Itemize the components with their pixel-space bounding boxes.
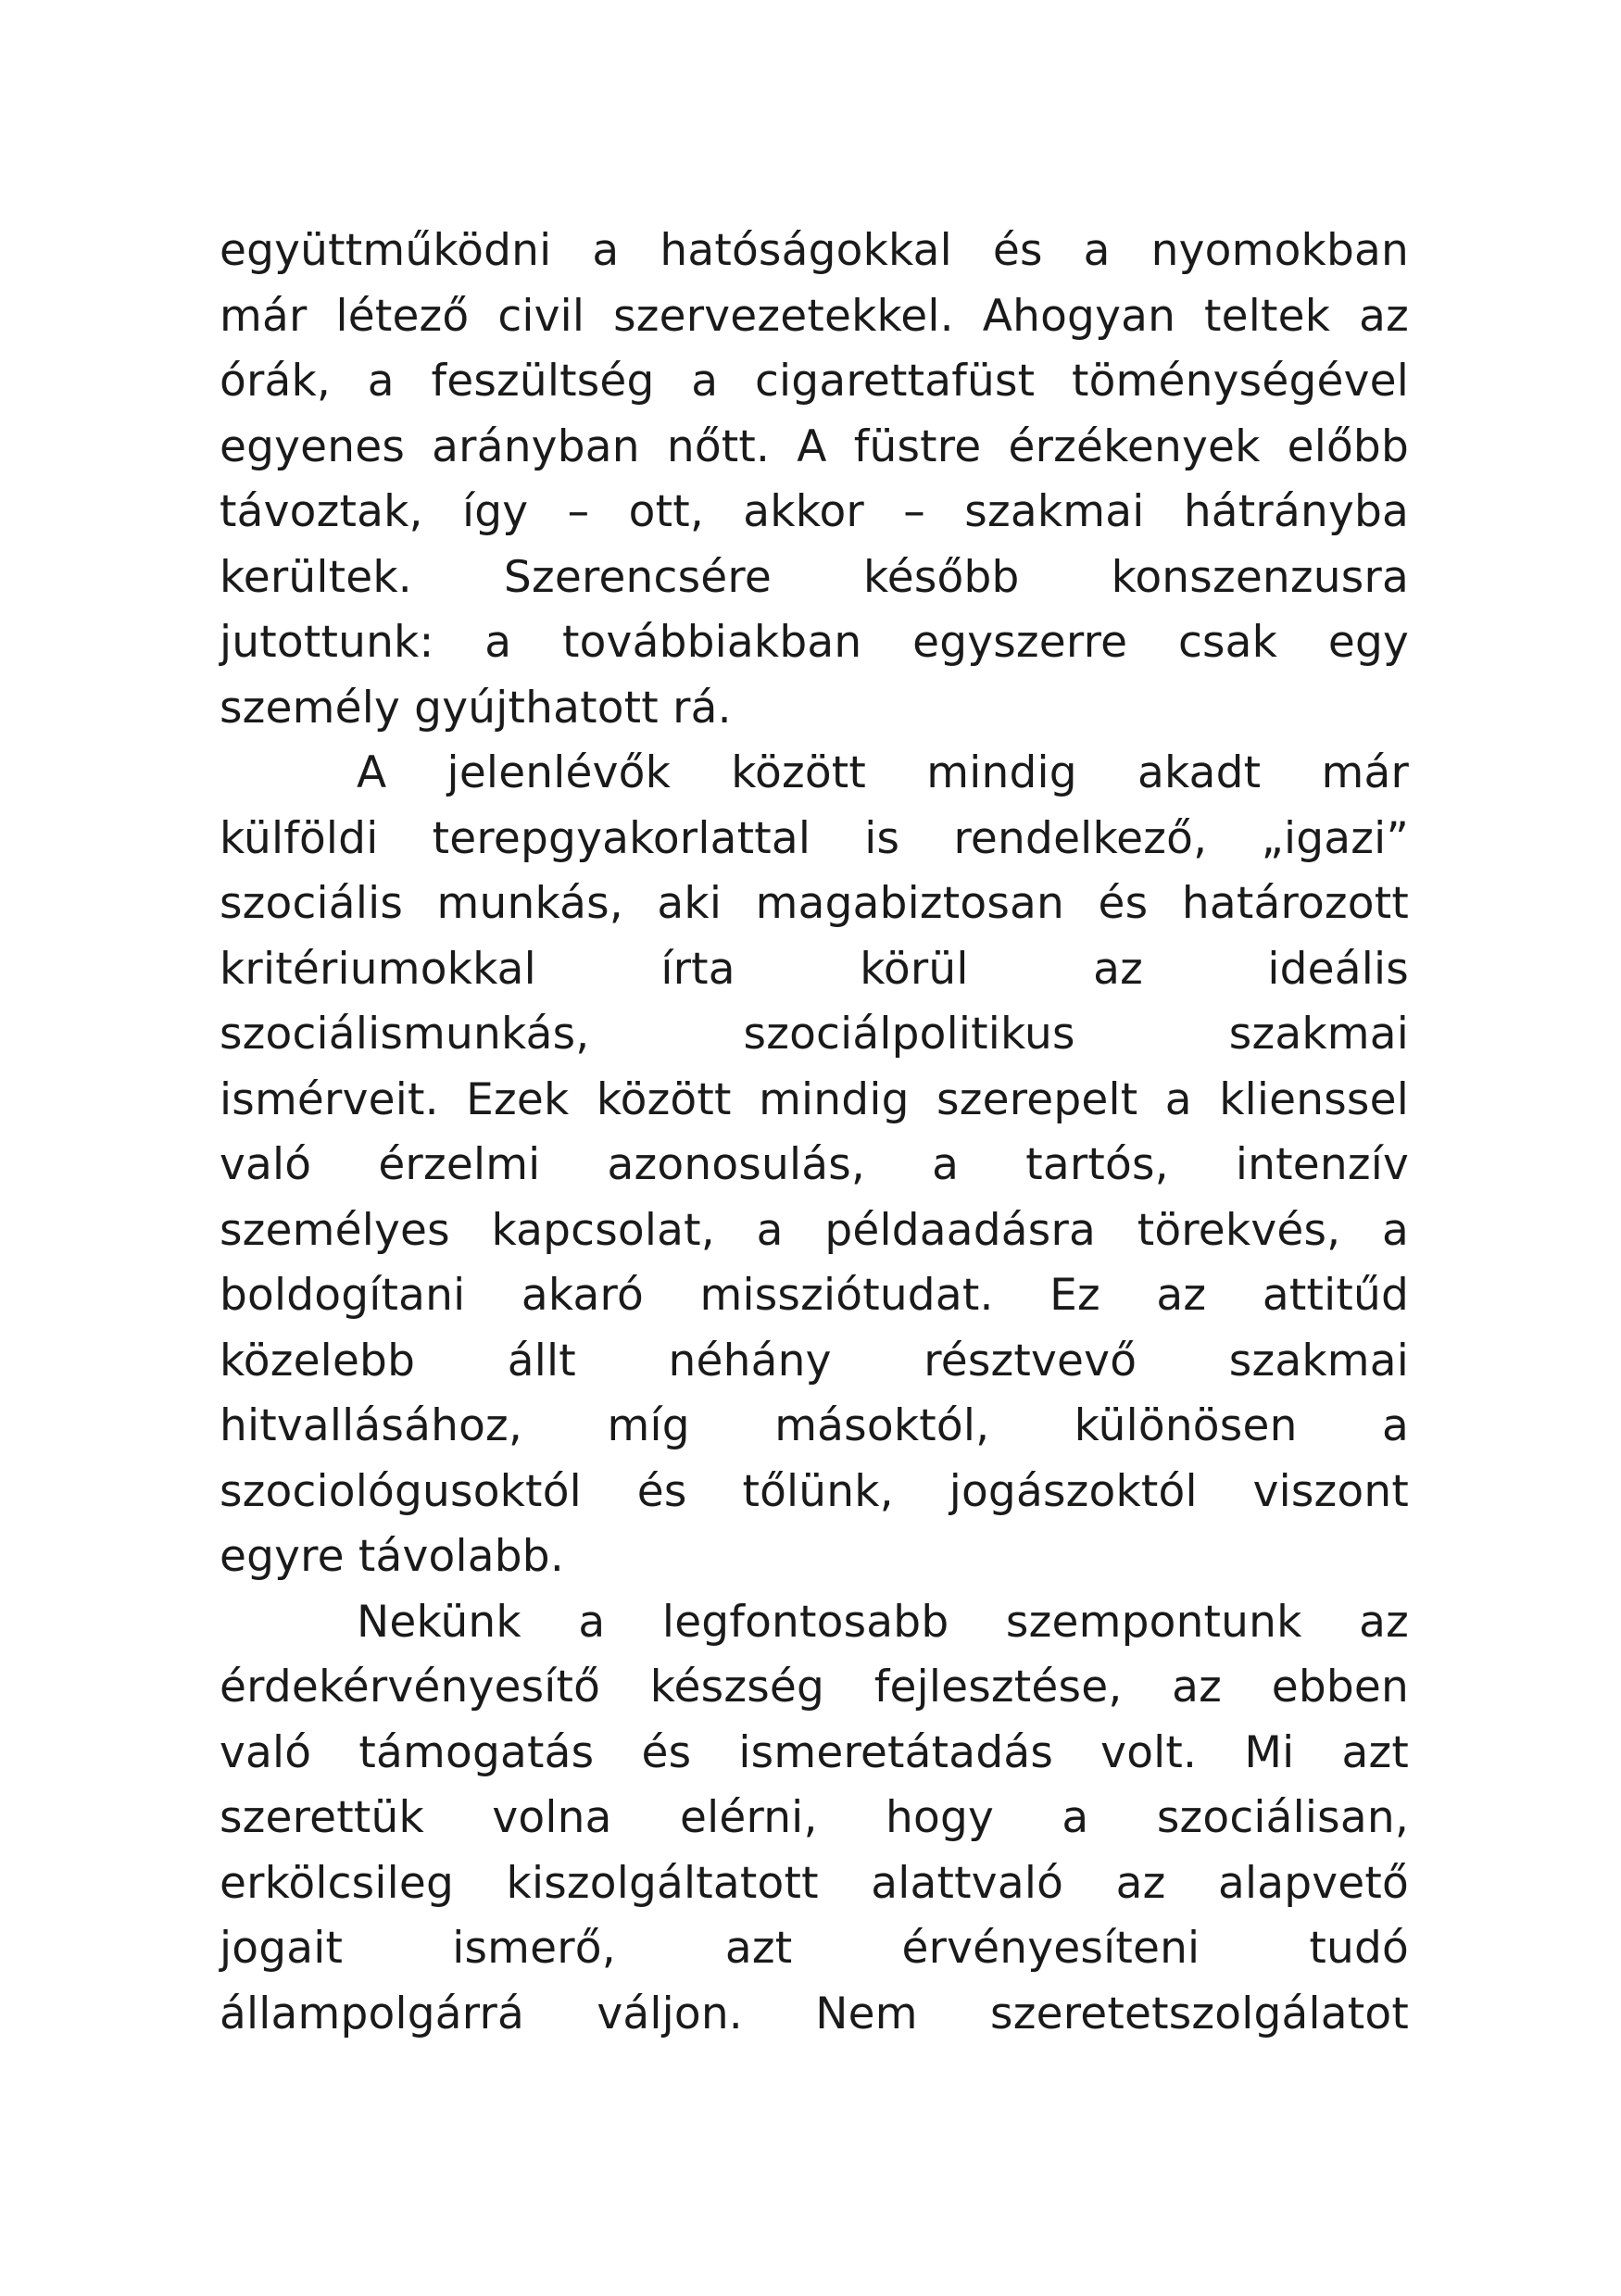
text-line: hitvallásához, míg másoktól, különösen a: [220, 1400, 1409, 1451]
text-line: kerültek. Szerencsére később konszenzusra: [220, 551, 1409, 603]
text-line: egyenes arányban nőtt. A füstre érzékenyek előbb: [220, 420, 1409, 472]
text-line: külföldi terepgyakorlattal is rendelkező, „igazi”: [220, 812, 1409, 864]
text-line: szociálismunkás, szociálpolitikus szakmai: [220, 1009, 1409, 1060]
body-text: [220, 219, 1409, 2047]
text-line: való érzelmi azonosulás, a tartós, intenzív: [220, 1139, 1409, 1190]
text-line: már létező civil szervezetekkel. Ahogyan teltek az: [220, 290, 1409, 342]
text-line: jutottunk: a továbbiakban egyszerre csak egy: [220, 617, 1409, 668]
text-line: együttműködni a hatóságokkal és a nyomokban: [220, 225, 1409, 276]
text-line: erkölcsileg kiszolgáltatott alattvaló az alapvető: [220, 1857, 1409, 1909]
text-line: boldogítani akaró missziótudat. Ez az attitűd: [220, 1270, 1409, 1321]
text-line: kritériumokkal írta körül az ideális: [220, 943, 1409, 995]
text-line: személy gyújthatott rá.: [220, 682, 732, 734]
text-line: való támogatás és ismeretátadás volt. Mi azt: [220, 1726, 1409, 1778]
paragraph-first-line: A jelenlévők között mindig akadt már: [357, 747, 1409, 798]
paragraph-first-line: Nekünk a legfontosabb szempontunk az: [357, 1596, 1409, 1648]
text-line: érdekérvényesítő készség fejlesztése, az ebben: [220, 1662, 1409, 1713]
text-line: egyre távolabb.: [220, 1531, 564, 1582]
text-line: jogait ismerő, azt érvényesíteni tudó: [220, 1923, 1409, 1974]
text-line: állampolgárrá váljon. Nem szeretetszolgálatot: [220, 1988, 1409, 2039]
text-line: órák, a feszültség a cigarettafüst töménységével: [220, 356, 1409, 407]
text-line: szerettük volna elérni, hogy a szociálisan,: [220, 1792, 1409, 1843]
text-line: szociális munkás, aki magabiztosan és határozott: [220, 878, 1409, 929]
text-line: ismérveit. Ezek között mindig szerepelt a klienssel: [220, 1073, 1409, 1125]
text-line: közelebb állt néhány résztvevő szakmai: [220, 1335, 1409, 1386]
text-line: szociológusoktól és tőlünk, jogászoktól viszont: [220, 1465, 1409, 1517]
text-line: személyes kapcsolat, a példaadásra törekvés, a: [220, 1204, 1409, 1256]
text-line: távoztak, így – ott, akkor – szakmai hátrányba: [220, 486, 1409, 537]
